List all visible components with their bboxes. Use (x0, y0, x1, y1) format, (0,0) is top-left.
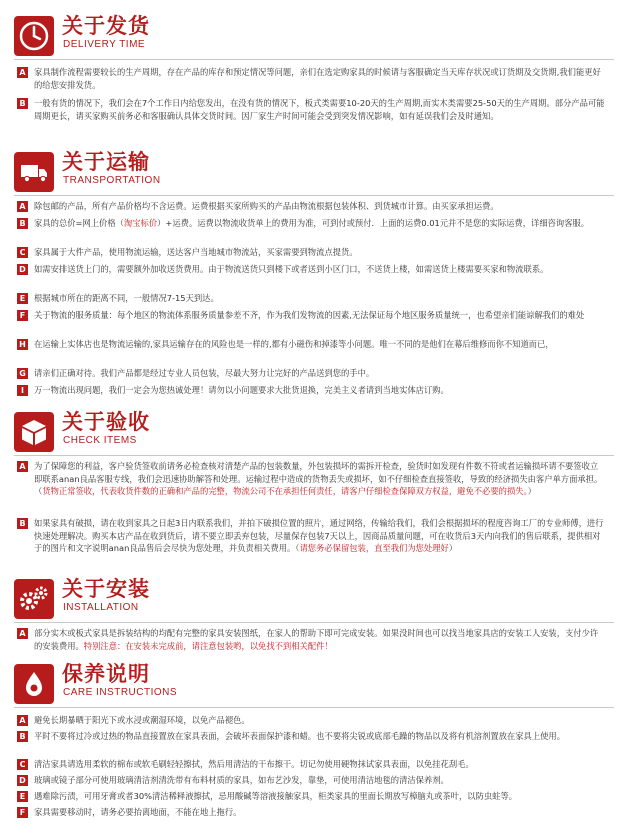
item-text (34, 292, 606, 305)
item-badge: A (17, 201, 28, 212)
item-text-span: 根据城市所在的距离不同，一般情况7-15天到达。 (34, 293, 219, 303)
item-text (34, 200, 606, 213)
section-title: 关于验收 (62, 410, 150, 434)
item-text-span: 在运输上实体店也是物流运输的,家具运输存在的风险也是一样的,都有小磁伤和掉漆等小问题。唯一不同的是他们在幕后维修而你不知道而已， (34, 339, 554, 349)
item-badge: A (17, 715, 28, 726)
item-text (34, 246, 606, 259)
item-text (34, 460, 606, 498)
item-badge: D (17, 775, 28, 786)
item-badge: I (17, 385, 28, 396)
item-badge: D (17, 264, 28, 275)
section-divider (14, 455, 614, 456)
item-text-highlight: 货物正常签收，代表收货件数的正确和产品的完整，物流公司不在承担任何责任，请客户仔细检查保障双方权益，避免不必要的损失。 (42, 486, 528, 496)
section-title: 关于安装 (62, 577, 150, 601)
item-text-span: ） (527, 486, 536, 496)
item-badge: A (17, 67, 28, 78)
item-badge: B (17, 98, 28, 109)
item-text-span: 部分实木或板式家具是拆装结构的均配有完整的家具安装图纸，在家人的帮助下即可完成安装。如果没时间也可以找当地家具店的安装工人安装，支付少许的安装费用。 (34, 628, 599, 651)
item-text-span: 如果家具有破损，请在收到家具之日起3日内联系我们，并拍下破损位置的照片，通过网络，传输给我们，我们会根据损坏的程度咨询工厂的专业师傅，进行快速处理解决。购买本店产品在收到货后，请不要立即丢弃包装，尽量保存包装7天以上，因商品质量问题，可在收货后3天内向我们的售后联系，提供相对于的图片和文字说明anan良品售后会尽快为您处理，并负责相关费用。（ (34, 518, 604, 553)
section-header (0, 573, 620, 621)
item-text (34, 806, 606, 819)
section-header (0, 10, 620, 58)
section-header (0, 658, 620, 706)
item-badge: E (17, 293, 28, 304)
item-text-highlight: 请您务必保留包装，直至我们为您处理好 (299, 543, 449, 553)
section-check-items (0, 406, 620, 553)
item-text (34, 384, 606, 397)
item-text-span: 避免长期暴晒于阳光下或水浸或潮湿环境，以免产品褪色。 (34, 715, 250, 725)
section-subtitle: CARE INSTRUCTIONS (63, 687, 178, 698)
item-badge: F (17, 310, 28, 321)
drop-icon (14, 664, 54, 704)
item-badge: E (17, 791, 28, 802)
clock-icon (14, 16, 54, 56)
section-title: 保养说明 (62, 662, 150, 686)
item-text-span: ） (448, 543, 458, 553)
item-text (34, 790, 606, 803)
item-text (34, 309, 606, 322)
section-header (0, 146, 620, 194)
item-text-span: ）+运费。运费以物流收货单上的费用为准，可到付或预付．上面的运费0.01元并不是您的实际运费，详细咨询客服。 (157, 218, 590, 228)
item-text-span: 遇难除污渍，可用牙膏或者30%清洁稀释液擦拭，忌用酸碱等溶液接触家具，柜类家具的里面长期放写樟脑丸或茶叶，以防虫蛀等。 (34, 791, 518, 801)
item-badge: C (17, 247, 28, 258)
item-text (34, 97, 606, 122)
section-subtitle: DELIVERY TIME (63, 39, 146, 50)
item-text-span: 玻璃或镜子部分可使用玻璃清洁剂清洗带有布料材质的家具，如布艺沙发，靠垫，可使用清洁地毯的清洁保养剂。 (34, 775, 449, 785)
item-badge: H (17, 339, 28, 350)
item-text (34, 730, 606, 743)
item-text-span: 平时不要将过冷或过热的物品直接置放在家具表面，会破坏表面保护漆和蜡。也不要将尖锐或底部毛躁的物品以及将有机溶剂置放在家具上使用。 (34, 731, 566, 741)
section-title: 关于发货 (62, 14, 150, 38)
item-text (34, 774, 606, 787)
item-text (34, 263, 606, 276)
item-text-span: 家具需要移动时，请务必要抬离地面，不能在地上拖行。 (34, 807, 242, 817)
section-subtitle: INSTALLATION (63, 602, 139, 613)
item-badge: B (17, 731, 28, 742)
item-badge: B (17, 218, 28, 229)
item-text-span: 家具属于大件产品，使用物流运输，送达客户当地城市物流站，买家需要到物流点提货。 (34, 247, 358, 257)
item-text (34, 66, 606, 91)
item-text (34, 517, 606, 555)
box-icon (14, 412, 54, 452)
item-text-span: 关于物流的服务质量：每个地区的物流体系服务质量参差不齐，作为我们发物流的因素,无法保证每个地区服务质量统一，也希望亲们能谅解我们的难处 (34, 310, 585, 320)
section-delivery (0, 10, 620, 121)
item-text-span: 如需安排送货上门的，需要额外加收送货费用。由于物流送货只到楼下或者送到小区门口，不送货上楼，如需送货上楼需要买家和物流联系。 (34, 264, 549, 274)
section-installation (0, 573, 620, 651)
section-divider (14, 707, 614, 708)
item-badge: A (17, 628, 28, 639)
item-text-highlight: 淘宝标价 (123, 218, 158, 228)
item-text (34, 758, 606, 771)
item-text-span: 为了保障您的利益，客户验货签收前请务必检查核对清楚产品的包装数量，外包装损坏的需拆开检查，验货时如发现有件数不符或者运输损坏请不要签收立即联系anan良品客服专线，我们会迅速协助解答和处理。运输过程中造成的货物丢失或损坏，如不仔细检查直接签收，导致的经济损失由客户单方面承担。（ (34, 461, 603, 496)
item-text (34, 714, 606, 727)
item-badge: F (17, 807, 28, 818)
item-text (34, 367, 606, 380)
section-care-instructions (0, 658, 620, 817)
item-badge: A (17, 461, 28, 472)
item-text-span: 万一物流出现问题，我们一定会为您热诚处理！请勿以小问题要求大批货退换，完美主义者请到当地实体店订购。 (34, 385, 449, 395)
section-transportation (0, 146, 620, 395)
section-header (0, 406, 620, 454)
item-badge: G (17, 368, 28, 379)
item-text (34, 627, 606, 652)
section-subtitle: TRANSPORTATION (63, 175, 161, 186)
item-text-span: 除包邮的产品，所有产品价格均不含运费。运费根据买家所购买的产品由物流根据包装体积、到货城市计算。由买家承担运费。 (34, 201, 499, 211)
section-divider (14, 59, 614, 60)
item-text-span: 一般有货的情况下，我们会在7个工作日内给您发出，在没有货的情况下，板式类需要10-20天的生产周期,而实木类需要25-50天的生产周期。部分产品可能周期更长，请买家购买前务必和客服确认具体交货时间。因厂家生产时间可能会受到突发情况影响，如有延误我们会及时通知。 (34, 98, 605, 121)
item-text (34, 338, 606, 351)
item-text (34, 217, 606, 230)
item-text-highlight: 特别注意：在安装未完成前，请注意包装哟，以免找不到相关配件！ (83, 640, 333, 651)
item-text-span: 清洁家具请选用柔软的棉布或软毛刷轻轻擦拭，然后用清洁的干布擦干。切记勿使用硬物抹试家具表面，以免挂花刮毛。 (34, 759, 474, 769)
item-text-span: 请亲们正确对待。我们产品都是经过专业人员包装，尽最大努力让完好的产品送到您的手中。 (34, 368, 375, 378)
section-divider (14, 622, 614, 623)
section-subtitle: CHECK ITEMS (63, 435, 137, 446)
item-text-span: 家具的总价=网上价格（ (34, 218, 124, 228)
section-title: 关于运输 (62, 150, 150, 174)
item-badge: B (17, 518, 28, 529)
section-divider (14, 195, 614, 196)
truck-icon (14, 152, 54, 192)
gears-icon (14, 579, 54, 619)
item-badge: C (17, 759, 28, 770)
item-text-span: 家具制作流程需要较长的生产周期，存在产品的库存和预定情况等问题，亲们在选定购家具的时候请与客服确定当天库存状况或订货期及交货期,我们能更好的给您安排发货。 (34, 67, 601, 90)
